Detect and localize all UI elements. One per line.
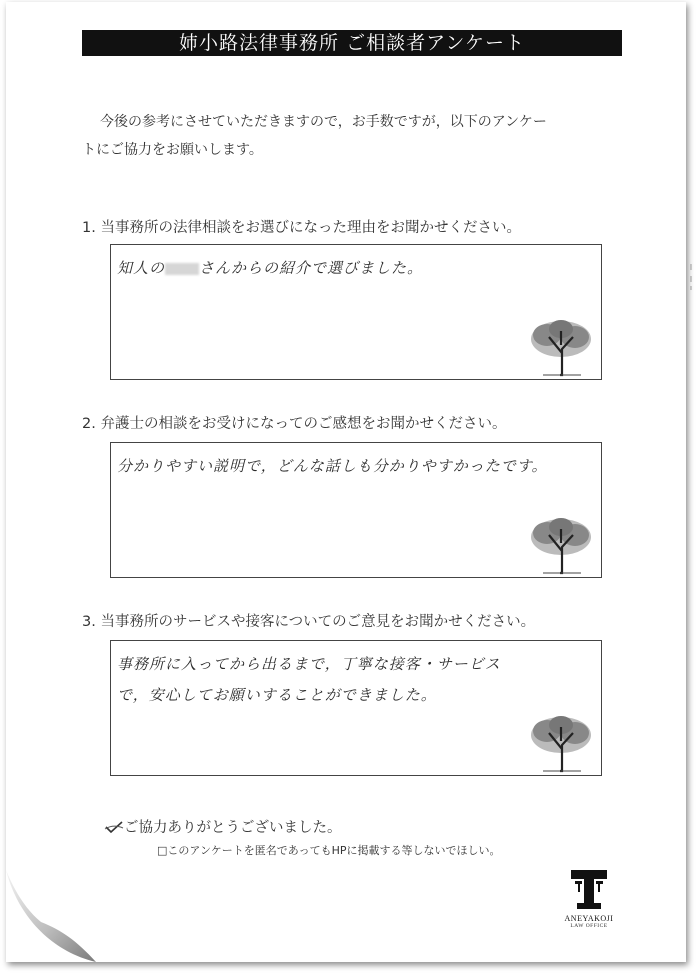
redacted-name: [165, 263, 199, 275]
question-3-text: 当事務所のサービスや接客についてのご意見をお聞かせください。: [100, 614, 536, 630]
question-3-number: 3.: [82, 614, 96, 630]
thanks-text: ご協力ありがとうございました。: [124, 820, 342, 836]
question-3: [82, 610, 535, 631]
logo-subtitle: LAW OFFICE: [570, 923, 608, 929]
question-1: [82, 216, 521, 237]
thanks-message: [104, 816, 342, 837]
question-2-text: 弁護士の相談をお受けになってのご感想をお聞かせください。: [100, 416, 507, 432]
logo-mark-icon: [567, 868, 611, 910]
answer-1-pre: 知人の: [117, 259, 166, 277]
binding-marks: [688, 262, 694, 292]
question-1-number: 1.: [82, 220, 96, 236]
answer-box-2: [110, 442, 602, 578]
answer-1-post: さんからの紹介で選びました。: [199, 259, 424, 277]
intro-text: [82, 108, 642, 164]
consent-checkbox-label: □このアンケートを匿名であってもHPに掲載する等しないでほしい。: [157, 844, 501, 857]
answer-3: [117, 649, 597, 711]
tree-icon: [525, 315, 597, 377]
question-1-text: 当事務所の法律相談をお選びになった理由をお聞かせください。: [100, 220, 521, 236]
intro-line-1: 今後の参考にさせていただきますので，お手数ですが，以下のアンケー: [100, 114, 547, 130]
page-title: 姉小路法律事務所 ご相談者アンケート: [82, 30, 622, 56]
checkmark-icon: [104, 820, 124, 834]
tree-icon: [525, 513, 597, 575]
answer-box-3: [110, 640, 602, 776]
logo-name: ANEYAKOJI: [564, 914, 614, 923]
answer-1: [117, 253, 597, 284]
law-office-logo: [561, 868, 617, 938]
question-2: [82, 412, 506, 433]
answer-box-1: [110, 244, 602, 380]
page-curl: [6, 870, 96, 962]
tree-icon: [525, 711, 597, 773]
question-2-number: 2.: [82, 416, 96, 432]
answer-3-line-1: 事務所に入ってから出るまで，丁寧な接客・サービス: [117, 655, 501, 673]
answer-3-line-2: で，安心してお願いすることができました。: [117, 686, 437, 704]
answer-2: 分かりやすい説明で，どんな話しも分かりやすかったです。: [117, 457, 548, 475]
intro-line-2: トにご協力をお願いします。: [82, 142, 263, 158]
